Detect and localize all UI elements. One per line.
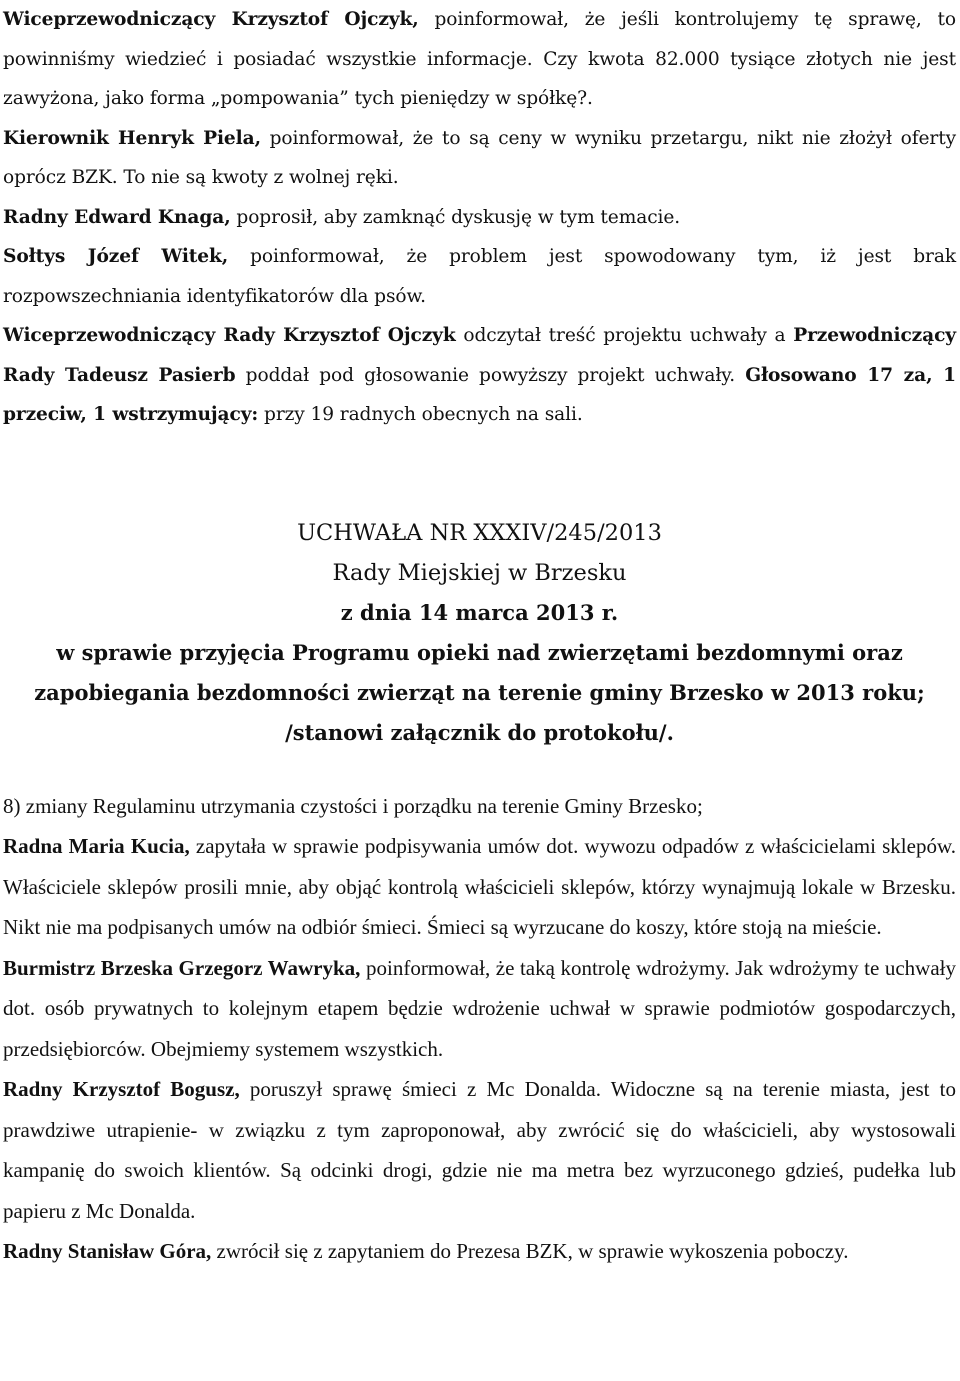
resolution-number: UCHWAŁA NR XXXIV/245/2013 — [297, 519, 662, 546]
paragraph-bogusz — [3, 1070, 956, 1232]
resolution-subject-line: zapobiegania bezdomności zwierząt na terenie gminy Brzesko w 2013 roku; — [34, 679, 925, 705]
resolution-subject-line: w sprawie przyjęcia Programu opieki nad zwierzętami bezdomnymi oraz — [56, 639, 903, 665]
paragraph-wawryka — [3, 949, 956, 1071]
paragraph-text: poprosił, aby zamknąć dyskusję w tym temacie. — [230, 206, 681, 228]
speaker-name: Kierownik Henryk Piela, — [3, 127, 261, 149]
paragraph-vote — [3, 316, 956, 435]
paragraph-text: odczytał treść projektu uchwały a — [455, 325, 794, 346]
paragraph-gora — [3, 1232, 956, 1273]
resolution-heading — [3, 513, 956, 753]
speaker-name: Wiceprzewodniczący Krzysztof Ojczyk, — [3, 9, 419, 30]
speaker-name: Sołtys Józef Witek, — [3, 246, 229, 267]
paragraph-witek — [3, 237, 956, 316]
resolution-note: /stanowi załącznik do protokołu/. — [285, 719, 674, 745]
paragraph-text: poruszył sprawę śmieci z Mc Donalda. Widoczne są na terenie miasta, jest to prawdziwe utrapienie- w związku z tym zaproponował, aby zwrócić się do właścicieli, aby wystosowali kampanię do swoich klientów. Są odcinki drogi, gdzie nie ma metra bez wyrzuconego gdzieś, pudełka lub papieru z Mc Donalda. — [3, 1077, 956, 1223]
vote-result: Głosowano 17 za, 1 przeciw, 1 wstrzymujący: — [3, 364, 956, 425]
paragraph-text: zapytała w sprawie podpisywania umów dot. wywozu odpadów z właścicielami sklepów. Właściciele sklepów prosili mnie, aby objąć kontrolą właścicieli sklepów, którzy wynajmują lokale w Brzesku. Nikt nie ma podpisanych umów na odbiór śmieci. Śmieci są wyrzucane do koszy, które stoją na mieście. — [3, 834, 956, 939]
paragraph-text: poinformował, że jeśli kontrolujemy tę sprawę, to powinniśmy wiedzieć i posiadać wszystkie informacje. Czy kwota 82.000 tysiące złotych nie jest zawyżona, jako forma „pompowania” tych pieniędzy w spółkę?. — [3, 9, 956, 109]
paragraph-text: przy 19 radnych obecnych na sali. — [258, 404, 583, 425]
speaker-name: Radna Maria Kucia, — [3, 834, 190, 858]
agenda-item-text: 8) zmiany Regulaminu utrzymania czystości i porządku na terenie Gminy Brzesko; — [3, 793, 703, 818]
resolution-date: z dnia 14 marca 2013 r. — [340, 599, 619, 625]
resolution-body: Rady Miejskiej w Brzesku — [332, 559, 627, 586]
paragraph-ojczyk-question — [3, 0, 956, 119]
spacer — [3, 753, 956, 787]
speaker-name: Wiceprzewodniczący Rady Krzysztof Ojczyk — [3, 325, 456, 346]
paragraph-piela-answer — [3, 119, 956, 198]
paragraph-text: zwrócił się z zapytaniem do Prezesa BZK, w sprawie wykoszenia poboczy. — [211, 1239, 849, 1263]
paragraph-kucia — [3, 827, 956, 949]
paragraph-text: poddał pod głosowanie powyższy projekt uchwały. — [235, 364, 746, 386]
paragraph-text: poinformował, że to są ceny w wyniku przetargu, nikt nie złożył oferty oprócz BZK. To nie są kwoty z wolnej ręki. — [3, 127, 956, 188]
speaker-name: Radny Edward Knaga, — [3, 206, 231, 228]
paragraph-text: poinformował, że taką kontrolę wdrożymy. Jak wdrożymy te uchwały dot. osób prywatnych to kolejnym etapem będzie wdrożenie uchwał w sprawie podmiotów gospodarczych, przedsiębiorców. Obejmiemy systemem wszystkich. — [3, 955, 957, 1061]
agenda-item-8 — [3, 787, 956, 828]
paragraph-text: poinformował, że problem jest spowodowany tym, iż jest brak rozpowszechniania identyfikatorów dla psów. — [3, 246, 956, 307]
speaker-name: Przewodniczący Rady Tadeusz Pasierb — [3, 325, 956, 386]
speaker-name: Radny Stanisław Góra, — [3, 1239, 212, 1263]
paragraph-knaga — [3, 198, 956, 238]
speaker-name: Radny Krzysztof Bogusz, — [3, 1077, 240, 1101]
speaker-name: Burmistrz Brzeska Grzegorz Wawryka, — [3, 955, 361, 980]
